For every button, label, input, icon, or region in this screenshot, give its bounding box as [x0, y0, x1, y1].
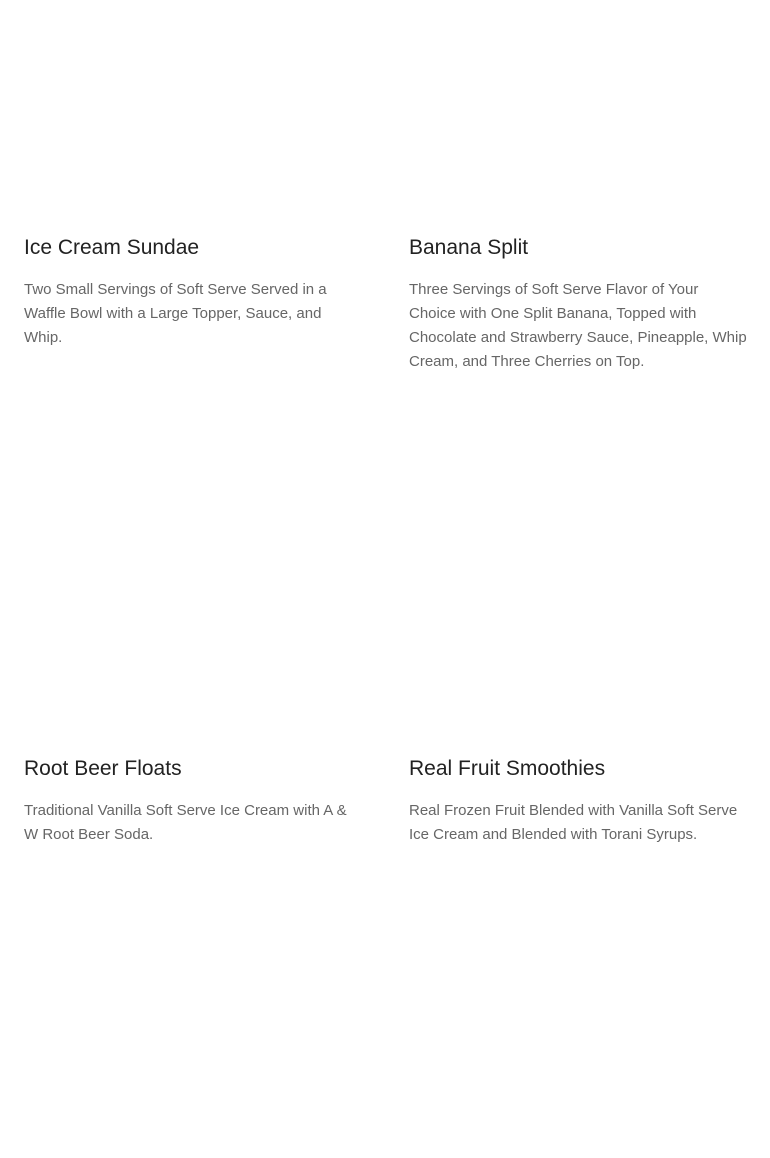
menu-item-image	[409, 401, 749, 621]
menu-item-title: Root Beer Floats	[24, 757, 182, 780]
menu-item-description: Real Frozen Fruit Blended with Vanilla Soft Serve Ice Cream and Blended with Torani Syrups.	[409, 802, 738, 843]
menu-item-description: Three Servings of Soft Serve Flavor of Your Choice with One Split Banana, Topped with Chocolate and Strawberry Sauce, Pineapple, Whip Cream, and Three Cherries on Top.	[409, 281, 747, 370]
menu-item-description: Traditional Vanilla Soft Serve Ice Cream with A & W Root Beer Soda.	[24, 802, 347, 843]
menu-item-title: Real Fruit Smoothies	[409, 757, 606, 780]
menu-item-description: Two Small Servings of Soft Serve Served in a Waffle Bowl with a Large Topper, Sauce, and Whip.	[24, 281, 327, 346]
menu-item-image	[24, 401, 364, 621]
menu-item-image	[409, 0, 749, 220]
menu-item-title: Banana Split	[409, 236, 529, 259]
menu-item-image	[24, 0, 364, 220]
menu-item-title: Ice Cream Sundae	[24, 236, 200, 259]
